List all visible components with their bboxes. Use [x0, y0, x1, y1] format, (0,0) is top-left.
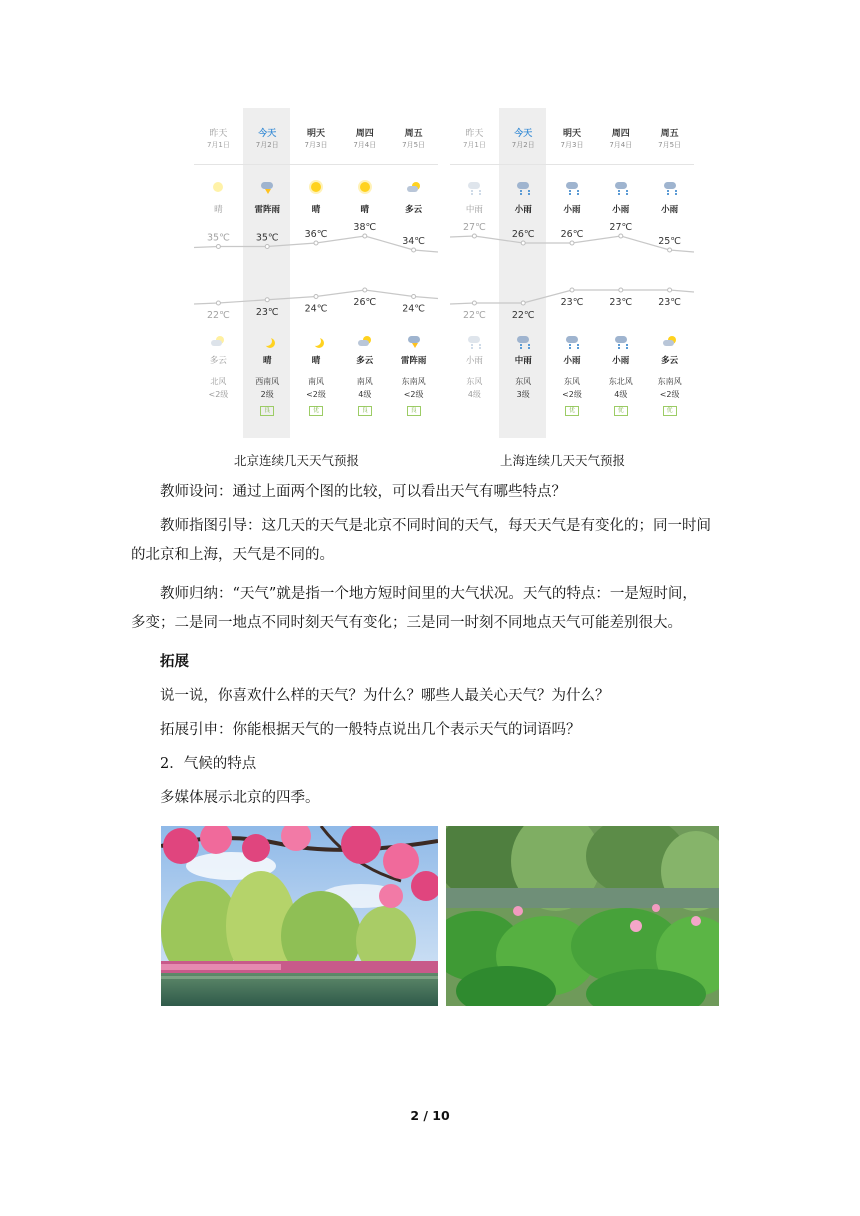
temperature-label: 22℃ [511, 310, 535, 321]
day-label: 昨天 [209, 129, 228, 139]
air-quality-badge: 良 [407, 406, 421, 416]
wind-direction: 北风 [210, 377, 227, 386]
section-heading-climate: 2．气候的特点 [160, 756, 257, 772]
temperature-label: 26℃ [353, 297, 377, 308]
paragraph-discuss: 说一说，你喜欢什么样的天气？为什么？哪些人最关心天气？为什么？ [160, 688, 610, 704]
wind-direction: 南风 [356, 377, 373, 386]
day-label: 明天 [306, 129, 325, 139]
temperature-point [521, 301, 525, 305]
night-weather-label: 晴 [311, 356, 321, 366]
night-weather-label: 中雨 [514, 356, 532, 366]
wind-level: 3级 [516, 390, 530, 399]
temperature-point [314, 241, 318, 245]
temperature-label: 27℃ [463, 222, 486, 233]
temperature-point [363, 234, 367, 238]
air-quality-badge: 优 [614, 406, 628, 416]
date-label: 7月3日 [560, 141, 584, 149]
temperature-point [412, 295, 416, 299]
wind-level: 4级 [614, 390, 628, 399]
beijing-forecast-panel [194, 108, 438, 438]
temperature-label: 35℃ [207, 232, 230, 244]
temperature-label: 24℃ [402, 303, 425, 315]
temperature-label: 24℃ [304, 303, 328, 315]
paragraph-summary: 教师归纳：“天气”就是指一个地方短时间里的大气状况。天气的特点：一是短时间， 多变；二是同一地点不同时刻天气有变化；三是同一时刻不同地点天气可能差别很大。 [131, 586, 697, 631]
temperature-label: 26℃ [560, 229, 584, 240]
spring-photo [161, 826, 438, 1006]
day-label: 今天 [514, 129, 533, 139]
night-weather-label: 多云 [661, 356, 679, 366]
temperature-label: 22℃ [207, 310, 230, 321]
date-label: 7月1日 [206, 141, 230, 149]
temperature-label: 22℃ [463, 310, 486, 321]
night-weather-label: 雷阵雨 [400, 356, 427, 366]
temperature-point [619, 234, 623, 238]
wind-direction: 东风 [515, 377, 532, 386]
wind-direction: 西南风 [255, 377, 280, 386]
day-label: 今天 [258, 129, 277, 139]
temperature-point [570, 241, 574, 245]
paragraph-guide: 教师指图引导：这几天的天气是北京不同时间的天气，每天天气是有变化的；同一时间 的北京和上海，天气是不同的。 [131, 518, 711, 563]
wind-direction: 东北风 [608, 377, 633, 386]
day-weather-label: 小雨 [661, 205, 679, 215]
page-number: 2 / 10 [410, 1108, 450, 1123]
day-label: 明天 [562, 129, 581, 139]
temperature-label: 25℃ [658, 236, 681, 247]
shanghai-forecast-panel [450, 108, 694, 438]
wind-direction: 东南风 [657, 377, 682, 386]
temperature-label: 23℃ [658, 297, 681, 308]
wind-level: <2级 [306, 390, 326, 399]
night-weather-label: 小雨 [465, 356, 483, 366]
date-label: 7月1日 [462, 141, 486, 149]
day-weather-label: 小雨 [563, 205, 581, 215]
temperature-point [570, 288, 574, 292]
day-weather-label: 晴 [214, 205, 223, 215]
wind-level: <2级 [208, 390, 229, 399]
air-quality-badge: 优 [663, 406, 677, 416]
temperature-point [216, 301, 220, 305]
date-label: 7月5日 [402, 141, 426, 149]
temperature-point [521, 241, 525, 245]
temperature-label: 38℃ [353, 222, 377, 233]
wind-level: <2级 [659, 390, 680, 399]
temperature-point [265, 298, 269, 302]
date-label: 7月2日 [255, 141, 279, 149]
wind-direction: 东风 [466, 377, 483, 386]
summer-photo [446, 826, 719, 1006]
paragraph-question: 教师设问：通过上面两个图的比较，可以看出天气有哪些特点？ [160, 484, 566, 500]
date-label: 7月5日 [658, 141, 682, 149]
temperature-point [668, 248, 672, 252]
air-quality-badge: 优 [565, 406, 579, 416]
wind-direction: 南风 [307, 377, 324, 386]
temperature-label: 34℃ [402, 236, 425, 247]
temperature-point [216, 245, 220, 249]
day-weather-label: 中雨 [465, 205, 483, 215]
night-weather-label: 小雨 [612, 356, 630, 366]
temperature-point [619, 288, 623, 292]
temperature-point [265, 245, 269, 249]
temperature-label: 23℃ [609, 297, 633, 308]
day-label: 周四 [611, 129, 630, 139]
temperature-point [314, 295, 318, 299]
day-weather-label: 晴 [360, 205, 370, 215]
temperature-label: 36℃ [304, 229, 328, 240]
paragraph-extension: 拓展引申：你能根据天气的一般特点说出几个表示天气的词语吗？ [160, 722, 581, 738]
air-quality-badge: 良 [358, 406, 372, 416]
temperature-point [363, 288, 367, 292]
night-weather-label: 多云 [209, 356, 227, 366]
temperature-label: 27℃ [609, 222, 633, 233]
temperature-point [472, 234, 476, 238]
date-label: 7月4日 [353, 141, 377, 149]
air-quality-badge: 优 [309, 406, 323, 416]
wind-level: <2级 [562, 390, 582, 399]
air-quality-badge: 良 [260, 406, 274, 416]
day-weather-label: 多云 [405, 205, 423, 215]
temperature-point [668, 288, 672, 292]
wind-level: 2级 [260, 390, 274, 399]
day-label: 周五 [660, 129, 679, 139]
day-weather-label: 晴 [311, 205, 321, 215]
wind-direction: 东南风 [401, 377, 426, 386]
temperature-point [412, 248, 416, 252]
day-label: 周五 [404, 129, 423, 139]
wind-level: <2级 [403, 390, 424, 399]
shanghai-caption: 上海连续几天天气预报 [500, 453, 626, 468]
beijing-caption: 北京连续几天天气预报 [234, 453, 360, 468]
day-label: 昨天 [465, 129, 484, 139]
temperature-label: 35℃ [255, 232, 279, 244]
temperature-point [472, 301, 476, 305]
temperature-label: 23℃ [560, 297, 584, 308]
day-label: 周四 [355, 129, 374, 139]
date-label: 7月4日 [609, 141, 633, 149]
temperature-curve [450, 108, 694, 438]
wind-level: 4级 [467, 390, 481, 399]
night-weather-label: 多云 [356, 356, 374, 366]
paragraph-multimedia: 多媒体展示北京的四季。 [160, 790, 320, 806]
day-weather-label: 小雨 [612, 205, 630, 215]
temperature-label: 26℃ [511, 229, 535, 240]
temperature-label: 23℃ [255, 306, 279, 318]
heading-extend: 拓展 [160, 654, 189, 670]
day-weather-label: 小雨 [514, 205, 532, 215]
night-weather-label: 晴 [262, 356, 272, 366]
night-weather-label: 小雨 [563, 356, 581, 366]
date-label: 7月3日 [304, 141, 328, 149]
wind-direction: 东风 [563, 377, 580, 386]
day-weather-label: 雷阵雨 [254, 205, 280, 215]
temperature-curve [194, 108, 438, 438]
wind-level: 4级 [358, 390, 372, 399]
date-label: 7月2日 [511, 141, 535, 149]
